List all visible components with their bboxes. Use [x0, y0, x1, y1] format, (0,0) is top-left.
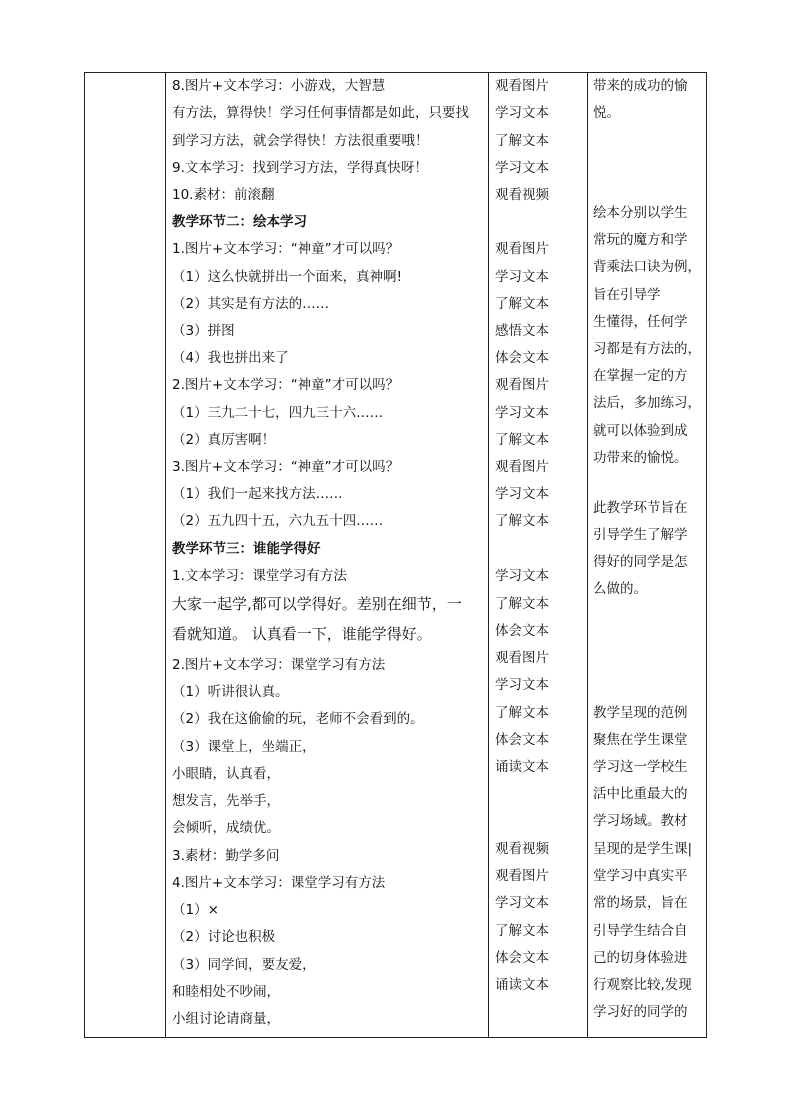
intent-line: 带来的成功的愉 — [593, 78, 688, 94]
activity-line: 学习文本 — [495, 677, 549, 693]
activity-line: 观看图片 — [495, 459, 549, 475]
activity-line: 观看图片 — [495, 241, 549, 257]
content-line: （2）五九四十五，六九五十四…… — [172, 513, 384, 529]
content-line: （2）我在这偷偷的玩，老师不会看到的。 — [172, 711, 424, 727]
intent-line: 教学呈现的范例 — [593, 705, 688, 721]
content-line: 3.图片+文本学习：“神童”才可以吗？ — [172, 459, 400, 475]
content-line: 1.文本学习：课堂学习有方法 — [172, 568, 347, 584]
content-line: 看就知道。 认真看一下，谁能学得好。 — [172, 625, 432, 643]
content-line: （2）真厉害啊！ — [172, 432, 276, 448]
content-line: 4.图片+文本学习：课堂学习有方法 — [172, 875, 386, 891]
intent-line: 行观察比较,发现 — [593, 977, 692, 993]
content-line: 和睦相处不吵闹， — [172, 984, 280, 1000]
activity-line: 观看视频 — [495, 841, 549, 857]
content-line: 2.图片+文本学习：课堂学习有方法 — [172, 657, 386, 673]
activity-line: 学习文本 — [495, 105, 549, 121]
content-line: 想发言，先举手， — [172, 793, 280, 809]
content-line: （2）讨论也积极 — [172, 929, 276, 945]
content-line: 会倾听，成绩优。 — [172, 820, 280, 836]
content-line: 大家一起学,都可以学得好。差别在细节，一 — [172, 595, 462, 613]
intent-line: 学习场域。教材 — [593, 813, 688, 829]
content-line: （3）同学间，要友爱， — [172, 957, 316, 973]
intent-line: 呈现的是学生课| — [593, 841, 693, 857]
section-heading: 教学环节二：绘本学习 — [172, 214, 307, 230]
content-line: （4）我也拼出来了 — [172, 350, 289, 366]
intent-line: 悦。 — [593, 105, 620, 121]
column-divider — [165, 73, 166, 1037]
intent-line: 旨在引导学 — [593, 287, 661, 303]
intent-line: 活中比重最大的 — [593, 786, 688, 802]
content-line: 到学习方法，就会学得快！方法很重要哦！ — [172, 133, 429, 149]
activity-line: 学习文本 — [495, 895, 549, 911]
intent-line: 么做的。 — [593, 581, 647, 597]
activity-line: 观看图片 — [495, 650, 549, 666]
intent-line: 堂学习中真实平 — [593, 868, 688, 884]
intent-line: 学习这一学校生 — [593, 759, 688, 775]
activity-line: 观看图片 — [495, 868, 549, 884]
content-line: 10.素材：前滚翻 — [172, 187, 275, 203]
content-line: （1）听讲很认真。 — [172, 684, 289, 700]
activity-line: 了解文本 — [495, 432, 549, 448]
content-line: 小组讨论请商量， — [172, 1011, 280, 1027]
activity-line: 了解文本 — [495, 296, 549, 312]
activity-line: 观看视频 — [495, 187, 549, 203]
intent-line: 得好的同学是怎 — [593, 554, 688, 570]
intent-line: 生懂得，任何学 — [593, 314, 688, 330]
activity-line: 学习文本 — [495, 486, 549, 502]
content-line: 1.图片+文本学习：“神童”才可以吗？ — [172, 241, 400, 257]
activity-line: 感悟文本 — [495, 323, 549, 339]
intent-line: 常玩的魔方和学 — [593, 232, 688, 248]
section-heading: 教学环节三：谁能学得好 — [172, 541, 321, 557]
intent-line: 引导学生了解学 — [593, 527, 688, 543]
content-line: （1）我们一起来找方法…… — [172, 486, 343, 502]
activity-line: 了解文本 — [495, 705, 549, 721]
activity-line: 体会文本 — [495, 350, 549, 366]
activity-line: 了解文本 — [495, 923, 549, 939]
intent-line: 常的场景，旨在 — [593, 895, 688, 911]
activity-line: 体会文本 — [495, 950, 549, 966]
content-line: （1）× — [172, 902, 219, 918]
content-line: （3）拼图 — [172, 323, 235, 339]
activity-line: 学习文本 — [495, 160, 549, 176]
activity-line: 体会文本 — [495, 623, 549, 639]
column-divider — [587, 73, 588, 1037]
activity-line: 了解文本 — [495, 596, 549, 612]
content-line: 8.图片+文本学习：小游戏，大智慧 — [172, 78, 386, 94]
content-line: 9.文本学习：找到学习方法，学得真快呀！ — [172, 160, 428, 176]
activity-line: 观看图片 — [495, 377, 549, 393]
intent-line: 此教学环节旨在 — [593, 500, 688, 516]
content-line: （1）这么快就拼出一个面来，真神啊! — [172, 269, 403, 285]
activity-line: 诵读文本 — [495, 759, 549, 775]
intent-line: 功带来的愉悦。 — [593, 450, 688, 466]
content-line: （1）三九二十七，四九三十六…… — [172, 405, 384, 421]
intent-line: 引导学生结合自 — [593, 923, 688, 939]
column-divider — [488, 73, 489, 1037]
intent-line: 学习好的同学的 — [593, 1004, 688, 1020]
intent-line: 聚焦在学生课堂 — [593, 732, 688, 748]
lesson-plan-table — [84, 72, 707, 1038]
activity-line: 学习文本 — [495, 568, 549, 584]
activity-line: 学习文本 — [495, 405, 549, 421]
intent-line: 己的切身体验进 — [593, 950, 688, 966]
intent-line: 习都是有方法的， — [593, 341, 701, 357]
content-line: （2）其实是有方法的…… — [172, 296, 330, 312]
intent-line: 法后，多加练习， — [593, 395, 701, 411]
intent-line: 就可以体验到成 — [593, 423, 688, 439]
activity-line: 学习文本 — [495, 269, 549, 285]
content-line: （3）课堂上，坐端正， — [172, 739, 316, 755]
activity-line: 了解文本 — [495, 133, 549, 149]
content-line: 有方法，算得快！学习任何事情都是如此，只要找 — [172, 105, 469, 121]
activity-line: 体会文本 — [495, 732, 549, 748]
content-line: 小眼睛，认真看， — [172, 766, 280, 782]
activity-line: 观看图片 — [495, 78, 549, 94]
intent-line: 在掌握一定的方 — [593, 368, 688, 384]
content-line: 2.图片+文本学习：“神童”才可以吗？ — [172, 377, 400, 393]
intent-line: 背乘法口诀为例， — [593, 259, 701, 275]
intent-line: 绘本分别以学生 — [593, 205, 688, 221]
activity-line: 了解文本 — [495, 513, 549, 529]
activity-line: 诵读文本 — [495, 977, 549, 993]
content-line: 3.素材：勤学多问 — [172, 848, 280, 864]
